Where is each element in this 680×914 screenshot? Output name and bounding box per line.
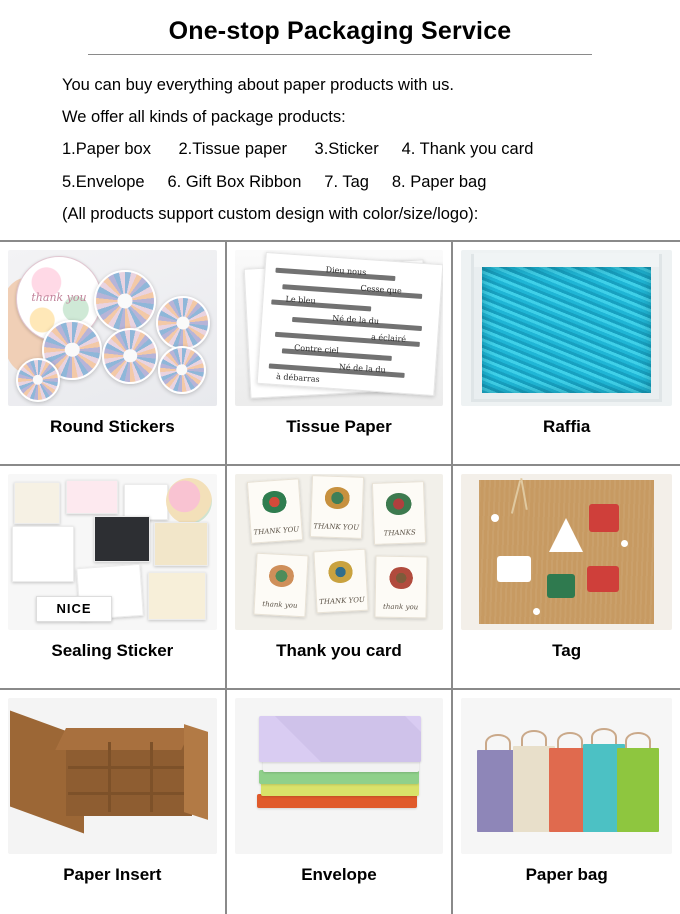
box-side-flap (184, 724, 208, 820)
thank-you-card-3: THANKS (372, 481, 426, 545)
red-tag-1 (589, 504, 619, 532)
caption-thank-you-card: Thank you card (276, 640, 402, 660)
raffia-shred-fill (482, 267, 651, 393)
sticker-sheet-7 (148, 572, 206, 620)
caption-tag: Tag (552, 640, 582, 660)
envelope-flap (259, 716, 421, 762)
sticker-sheet-4 (154, 522, 208, 566)
grid-cell-paper-bag (453, 690, 680, 914)
envelope-green (259, 770, 419, 784)
thank-you-card-4: thank you (253, 553, 308, 618)
grid-cell-round-stickers (0, 242, 227, 466)
white-tag-1 (497, 556, 531, 582)
sticker-roll-1 (94, 270, 156, 332)
grid-cell-paper-insert (0, 690, 227, 914)
thank-you-card-6: thank you (374, 555, 427, 618)
grid-cell-tissue-paper (227, 242, 454, 466)
caption-paper-insert: Paper Insert (63, 864, 162, 884)
envelope-yellow (261, 782, 419, 796)
round-stickers-photo (8, 250, 217, 406)
envelope-purple-body (259, 716, 421, 762)
intro-line-2: We offer all kinds of package products: (62, 108, 346, 127)
sticker-roll-3 (102, 328, 158, 384)
sticker-roll-6 (16, 358, 60, 402)
sticker-sheet-3 (124, 484, 168, 520)
paper-bag-green (617, 748, 659, 832)
caption-raffia: Raffia (543, 416, 591, 436)
nice-label: NICE (36, 596, 112, 622)
intro-line-4: 5.Envelope 6. Gift Box Ribbon 7. Tag 8. Paper bag (62, 172, 487, 191)
sticker-roll-5 (158, 346, 206, 394)
thank-you-card-photo (235, 474, 444, 630)
green-tag-1 (547, 574, 575, 598)
caption-paper-bag: Paper bag (525, 864, 608, 884)
tag-photo (461, 474, 672, 630)
round-label (166, 478, 212, 524)
caption-envelope: Envelope (301, 864, 377, 884)
kraft-paper-background (479, 480, 654, 624)
sticker-sheet-1 (14, 482, 60, 524)
product-grid (0, 240, 680, 914)
intro-line-5: (All products support custom design with color/size/logo): (62, 204, 479, 223)
grid-cell-raffia (453, 242, 680, 466)
tissue-paper-photo (235, 250, 444, 406)
sealing-sticker-photo (8, 474, 217, 630)
shipping-box (471, 254, 662, 402)
sticker-roll-4 (156, 296, 210, 350)
caption-sealing-sticker: Sealing Sticker (51, 640, 174, 660)
grid-cell-thank-you-card (227, 466, 454, 690)
grid-cell-envelope (227, 690, 454, 914)
red-tag-2 (587, 566, 619, 592)
intro-line-1: You can buy everything about paper products with us. (62, 76, 454, 94)
sticker-text: thank you (31, 290, 87, 304)
paper-bag-photo (461, 698, 672, 854)
caption-tissue-paper: Tissue Paper (286, 416, 392, 436)
page-title: One-stop Packaging Service (168, 17, 512, 45)
sticker-sheet-dark (94, 516, 150, 562)
raffia-photo (461, 250, 672, 406)
paper-insert-photo (8, 698, 217, 854)
thank-you-card-5: THANK YOU (313, 549, 368, 614)
box-top-edge (55, 728, 192, 750)
thank-you-card-1: THANK YOU (247, 478, 303, 543)
thank-you-card-2: THANK YOU (310, 475, 364, 539)
box-lid (474, 253, 659, 267)
envelope-orange (257, 794, 417, 808)
grid-cell-tag (453, 466, 680, 690)
envelope-photo (235, 698, 444, 854)
page-header (0, 0, 680, 55)
sticker-sheet-5 (12, 526, 74, 582)
intro-text-block (0, 55, 680, 240)
grid-cell-sealing-sticker (0, 466, 227, 690)
tree-tag-white (549, 518, 583, 552)
intro-line-3: 1.Paper box 2.Tissue paper 3.Sticker 4. Thank you card (62, 140, 534, 159)
tissue-sheet-front: Dieu nous Cesse que Le bleu Né de la du a éclairé Contre ciel Né de la du à débarras (256, 252, 443, 396)
sticker-sheet-2 (66, 480, 118, 514)
caption-round-stickers: Round Stickers (49, 416, 175, 436)
